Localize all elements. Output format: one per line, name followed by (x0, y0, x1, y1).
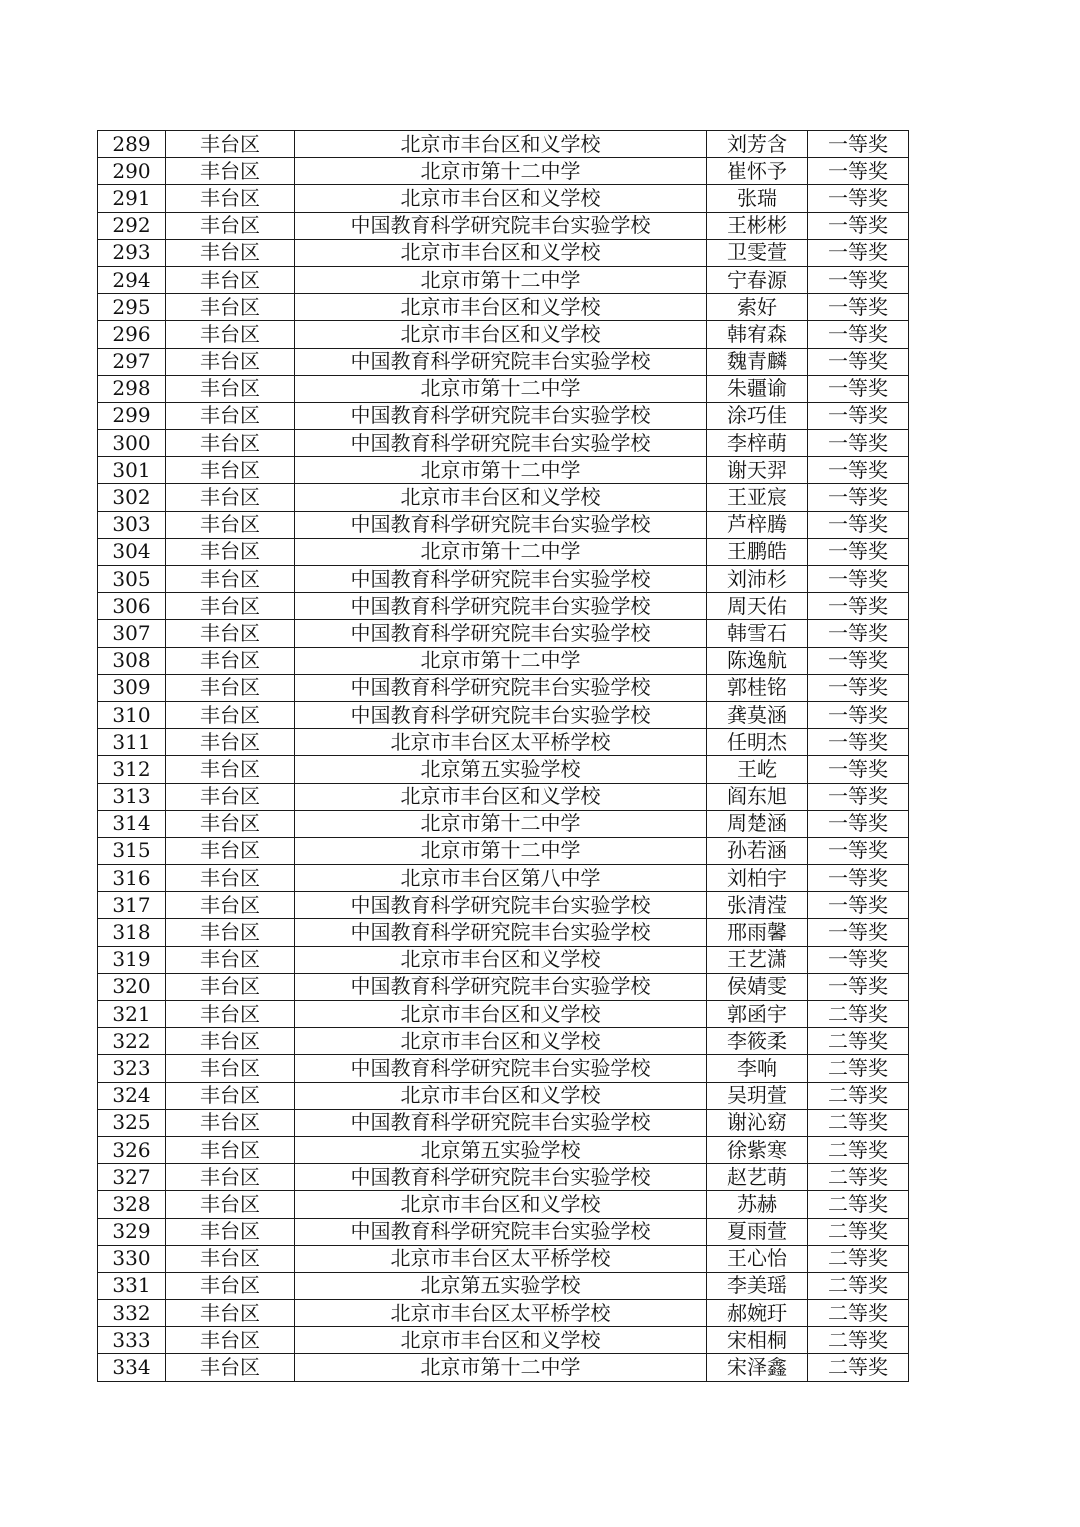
award-level-cell: 一等奖 (808, 892, 909, 919)
table-row (98, 1001, 909, 1028)
student-name-cell: 吴玥萱 (707, 1082, 808, 1109)
student-name-cell: 李梓萌 (707, 430, 808, 457)
row-number-cell: 289 (98, 131, 166, 158)
district-cell: 丰台区 (166, 538, 295, 565)
student-name-cell: 陈逸航 (707, 647, 808, 674)
school-cell: 北京市第十二中学 (295, 457, 707, 484)
district-cell: 丰台区 (166, 1354, 295, 1381)
row-number-cell: 309 (98, 674, 166, 701)
school-cell: 北京市丰台区和义学校 (295, 1327, 707, 1354)
district-cell: 丰台区 (166, 783, 295, 810)
district-cell: 丰台区 (166, 729, 295, 756)
award-level-cell: 一等奖 (808, 919, 909, 946)
district-cell: 丰台区 (166, 674, 295, 701)
school-cell: 中国教育科学研究院丰台实验学校 (295, 212, 707, 239)
student-name-cell: 索好 (707, 294, 808, 321)
award-level-cell: 二等奖 (808, 1354, 909, 1381)
award-level-cell: 二等奖 (808, 1055, 909, 1082)
table-row (98, 484, 909, 511)
school-cell: 北京市丰台区和义学校 (295, 239, 707, 266)
row-number-cell: 323 (98, 1055, 166, 1082)
district-cell: 丰台区 (166, 620, 295, 647)
district-cell: 丰台区 (166, 1082, 295, 1109)
school-cell: 北京第五实验学校 (295, 756, 707, 783)
row-number-cell: 290 (98, 158, 166, 185)
award-level-cell: 二等奖 (808, 1245, 909, 1272)
table-row (98, 892, 909, 919)
row-number-cell: 307 (98, 620, 166, 647)
table-row (98, 756, 909, 783)
district-cell: 丰台区 (166, 837, 295, 864)
row-number-cell: 328 (98, 1191, 166, 1218)
row-number-cell: 332 (98, 1300, 166, 1327)
school-cell: 中国教育科学研究院丰台实验学校 (295, 1109, 707, 1136)
row-number-cell: 303 (98, 511, 166, 538)
school-cell: 北京市丰台区和义学校 (295, 1001, 707, 1028)
school-cell: 北京市丰台区第八中学 (295, 865, 707, 892)
district-cell: 丰台区 (166, 402, 295, 429)
award-level-cell: 一等奖 (808, 810, 909, 837)
school-cell: 北京市第十二中学 (295, 837, 707, 864)
district-cell: 丰台区 (166, 131, 295, 158)
table-row (98, 1327, 909, 1354)
student-name-cell: 李筱柔 (707, 1028, 808, 1055)
award-level-cell: 一等奖 (808, 294, 909, 321)
row-number-cell: 297 (98, 348, 166, 375)
table-row (98, 1136, 909, 1163)
district-cell: 丰台区 (166, 973, 295, 1000)
school-cell: 北京市第十二中学 (295, 538, 707, 565)
table-row (98, 266, 909, 293)
row-number-cell: 313 (98, 783, 166, 810)
student-name-cell: 邢雨馨 (707, 919, 808, 946)
row-number-cell: 299 (98, 402, 166, 429)
row-number-cell: 301 (98, 457, 166, 484)
district-cell: 丰台区 (166, 484, 295, 511)
row-number-cell: 312 (98, 756, 166, 783)
table-row (98, 620, 909, 647)
table-row (98, 973, 909, 1000)
award-level-cell: 二等奖 (808, 1300, 909, 1327)
award-level-cell: 二等奖 (808, 1272, 909, 1299)
school-cell: 中国教育科学研究院丰台实验学校 (295, 1055, 707, 1082)
student-name-cell: 朱疆谕 (707, 375, 808, 402)
award-level-cell: 一等奖 (808, 185, 909, 212)
district-cell: 丰台区 (166, 1109, 295, 1136)
table-row (98, 1191, 909, 1218)
table-row (98, 810, 909, 837)
district-cell: 丰台区 (166, 566, 295, 593)
district-cell: 丰台区 (166, 865, 295, 892)
row-number-cell: 306 (98, 593, 166, 620)
student-name-cell: 张清滢 (707, 892, 808, 919)
table-row (98, 566, 909, 593)
table-row (98, 593, 909, 620)
row-number-cell: 322 (98, 1028, 166, 1055)
table-row (98, 837, 909, 864)
student-name-cell: 周天佑 (707, 593, 808, 620)
district-cell: 丰台区 (166, 647, 295, 674)
table-row (98, 674, 909, 701)
table-row (98, 1028, 909, 1055)
row-number-cell: 327 (98, 1164, 166, 1191)
award-level-cell: 一等奖 (808, 674, 909, 701)
school-cell: 中国教育科学研究院丰台实验学校 (295, 593, 707, 620)
award-level-cell: 一等奖 (808, 511, 909, 538)
student-name-cell: 侯婧雯 (707, 973, 808, 1000)
school-cell: 中国教育科学研究院丰台实验学校 (295, 1218, 707, 1245)
award-table (97, 130, 909, 1382)
award-level-cell: 一等奖 (808, 865, 909, 892)
school-cell: 中国教育科学研究院丰台实验学校 (295, 566, 707, 593)
district-cell: 丰台区 (166, 1218, 295, 1245)
award-level-cell: 一等奖 (808, 402, 909, 429)
table-row (98, 511, 909, 538)
student-name-cell: 魏青麟 (707, 348, 808, 375)
row-number-cell: 319 (98, 946, 166, 973)
award-level-cell: 一等奖 (808, 701, 909, 728)
award-level-cell: 二等奖 (808, 1082, 909, 1109)
district-cell: 丰台区 (166, 756, 295, 783)
table-row (98, 348, 909, 375)
table-row (98, 1109, 909, 1136)
table-row (98, 538, 909, 565)
school-cell: 北京市第十二中学 (295, 647, 707, 674)
table-row (98, 946, 909, 973)
table-row (98, 131, 909, 158)
district-cell: 丰台区 (166, 1327, 295, 1354)
row-number-cell: 314 (98, 810, 166, 837)
row-number-cell: 308 (98, 647, 166, 674)
school-cell: 中国教育科学研究院丰台实验学校 (295, 511, 707, 538)
table-row (98, 1354, 909, 1381)
school-cell: 北京市丰台区和义学校 (295, 783, 707, 810)
school-cell: 北京第五实验学校 (295, 1272, 707, 1299)
award-level-cell: 一等奖 (808, 837, 909, 864)
award-level-cell: 二等奖 (808, 1218, 909, 1245)
school-cell: 中国教育科学研究院丰台实验学校 (295, 1164, 707, 1191)
row-number-cell: 326 (98, 1136, 166, 1163)
student-name-cell: 韩雪石 (707, 620, 808, 647)
district-cell: 丰台区 (166, 892, 295, 919)
row-number-cell: 318 (98, 919, 166, 946)
school-cell: 中国教育科学研究院丰台实验学校 (295, 402, 707, 429)
row-number-cell: 311 (98, 729, 166, 756)
school-cell: 北京市丰台区太平桥学校 (295, 1245, 707, 1272)
student-name-cell: 韩宥森 (707, 321, 808, 348)
school-cell: 北京市丰台区太平桥学校 (295, 1300, 707, 1327)
school-cell: 北京市丰台区和义学校 (295, 294, 707, 321)
table-row (98, 158, 909, 185)
district-cell: 丰台区 (166, 701, 295, 728)
school-cell: 北京市第十二中学 (295, 266, 707, 293)
student-name-cell: 阎东旭 (707, 783, 808, 810)
award-level-cell: 一等奖 (808, 131, 909, 158)
award-level-cell: 二等奖 (808, 1109, 909, 1136)
award-level-cell: 一等奖 (808, 593, 909, 620)
student-name-cell: 刘柏宇 (707, 865, 808, 892)
table-row (98, 1164, 909, 1191)
student-name-cell: 李响 (707, 1055, 808, 1082)
award-level-cell: 二等奖 (808, 1001, 909, 1028)
district-cell: 丰台区 (166, 810, 295, 837)
row-number-cell: 330 (98, 1245, 166, 1272)
district-cell: 丰台区 (166, 1055, 295, 1082)
school-cell: 北京市第十二中学 (295, 375, 707, 402)
award-level-cell: 一等奖 (808, 756, 909, 783)
row-number-cell: 320 (98, 973, 166, 1000)
table-row (98, 1082, 909, 1109)
table-row (98, 457, 909, 484)
table-row (98, 185, 909, 212)
district-cell: 丰台区 (166, 593, 295, 620)
district-cell: 丰台区 (166, 1191, 295, 1218)
school-cell: 中国教育科学研究院丰台实验学校 (295, 620, 707, 647)
row-number-cell: 292 (98, 212, 166, 239)
award-level-cell: 二等奖 (808, 1327, 909, 1354)
table-row (98, 1055, 909, 1082)
district-cell: 丰台区 (166, 266, 295, 293)
student-name-cell: 王心怡 (707, 1245, 808, 1272)
student-name-cell: 郝婉玗 (707, 1300, 808, 1327)
school-cell: 北京市丰台区和义学校 (295, 1082, 707, 1109)
student-name-cell: 夏雨萱 (707, 1218, 808, 1245)
table-row (98, 1218, 909, 1245)
district-cell: 丰台区 (166, 375, 295, 402)
school-cell: 北京第五实验学校 (295, 1136, 707, 1163)
student-name-cell: 刘芳含 (707, 131, 808, 158)
school-cell: 北京市第十二中学 (295, 158, 707, 185)
row-number-cell: 333 (98, 1327, 166, 1354)
row-number-cell: 315 (98, 837, 166, 864)
school-cell: 中国教育科学研究院丰台实验学校 (295, 701, 707, 728)
district-cell: 丰台区 (166, 348, 295, 375)
row-number-cell: 331 (98, 1272, 166, 1299)
award-level-cell: 一等奖 (808, 973, 909, 1000)
student-name-cell: 宋相桐 (707, 1327, 808, 1354)
award-level-cell: 一等奖 (808, 375, 909, 402)
table-row (98, 430, 909, 457)
student-name-cell: 徐紫寒 (707, 1136, 808, 1163)
student-name-cell: 王彬彬 (707, 212, 808, 239)
table-row (98, 375, 909, 402)
award-level-cell: 一等奖 (808, 430, 909, 457)
row-number-cell: 334 (98, 1354, 166, 1381)
district-cell: 丰台区 (166, 185, 295, 212)
school-cell: 北京市丰台区和义学校 (295, 131, 707, 158)
student-name-cell: 宁春源 (707, 266, 808, 293)
school-cell: 北京市丰台区太平桥学校 (295, 729, 707, 756)
school-cell: 中国教育科学研究院丰台实验学校 (295, 430, 707, 457)
table-row (98, 919, 909, 946)
school-cell: 中国教育科学研究院丰台实验学校 (295, 892, 707, 919)
student-name-cell: 刘沛杉 (707, 566, 808, 593)
school-cell: 中国教育科学研究院丰台实验学校 (295, 973, 707, 1000)
school-cell: 中国教育科学研究院丰台实验学校 (295, 348, 707, 375)
student-name-cell: 赵艺萌 (707, 1164, 808, 1191)
table-row (98, 701, 909, 728)
district-cell: 丰台区 (166, 239, 295, 266)
student-name-cell: 郭函宇 (707, 1001, 808, 1028)
student-name-cell: 卫雯萱 (707, 239, 808, 266)
student-name-cell: 李美瑶 (707, 1272, 808, 1299)
district-cell: 丰台区 (166, 919, 295, 946)
row-number-cell: 293 (98, 239, 166, 266)
award-level-cell: 一等奖 (808, 946, 909, 973)
table-row (98, 865, 909, 892)
table-row (98, 1245, 909, 1272)
row-number-cell: 302 (98, 484, 166, 511)
student-name-cell: 谢沁窈 (707, 1109, 808, 1136)
student-name-cell: 苏赫 (707, 1191, 808, 1218)
award-level-cell: 一等奖 (808, 729, 909, 756)
table-row (98, 321, 909, 348)
school-cell: 北京市丰台区和义学校 (295, 484, 707, 511)
award-level-cell: 一等奖 (808, 538, 909, 565)
award-level-cell: 二等奖 (808, 1164, 909, 1191)
school-cell: 北京市丰台区和义学校 (295, 1028, 707, 1055)
district-cell: 丰台区 (166, 1245, 295, 1272)
school-cell: 北京市第十二中学 (295, 1354, 707, 1381)
student-name-cell: 谢天羿 (707, 457, 808, 484)
row-number-cell: 305 (98, 566, 166, 593)
district-cell: 丰台区 (166, 1164, 295, 1191)
school-cell: 北京市第十二中学 (295, 810, 707, 837)
table-row (98, 1300, 909, 1327)
award-level-cell: 一等奖 (808, 566, 909, 593)
student-name-cell: 周楚涵 (707, 810, 808, 837)
district-cell: 丰台区 (166, 1136, 295, 1163)
student-name-cell: 王艺潇 (707, 946, 808, 973)
row-number-cell: 317 (98, 892, 166, 919)
award-level-cell: 一等奖 (808, 266, 909, 293)
row-number-cell: 300 (98, 430, 166, 457)
district-cell: 丰台区 (166, 430, 295, 457)
award-level-cell: 二等奖 (808, 1028, 909, 1055)
student-name-cell: 王亚宸 (707, 484, 808, 511)
row-number-cell: 321 (98, 1001, 166, 1028)
district-cell: 丰台区 (166, 321, 295, 348)
row-number-cell: 324 (98, 1082, 166, 1109)
award-level-cell: 一等奖 (808, 783, 909, 810)
district-cell: 丰台区 (166, 1001, 295, 1028)
row-number-cell: 325 (98, 1109, 166, 1136)
student-name-cell: 王鹏皓 (707, 538, 808, 565)
award-list-page (97, 130, 908, 1382)
table-row (98, 212, 909, 239)
row-number-cell: 329 (98, 1218, 166, 1245)
row-number-cell: 295 (98, 294, 166, 321)
table-row (98, 783, 909, 810)
student-name-cell: 王屹 (707, 756, 808, 783)
table-row (98, 647, 909, 674)
district-cell: 丰台区 (166, 294, 295, 321)
award-level-cell: 二等奖 (808, 1191, 909, 1218)
row-number-cell: 310 (98, 701, 166, 728)
row-number-cell: 304 (98, 538, 166, 565)
district-cell: 丰台区 (166, 946, 295, 973)
award-level-cell: 一等奖 (808, 620, 909, 647)
student-name-cell: 芦梓腾 (707, 511, 808, 538)
table-row (98, 239, 909, 266)
district-cell: 丰台区 (166, 1272, 295, 1299)
student-name-cell: 涂巧佳 (707, 402, 808, 429)
award-table-body (98, 131, 909, 1382)
award-level-cell: 一等奖 (808, 457, 909, 484)
district-cell: 丰台区 (166, 212, 295, 239)
school-cell: 中国教育科学研究院丰台实验学校 (295, 919, 707, 946)
row-number-cell: 298 (98, 375, 166, 402)
district-cell: 丰台区 (166, 1300, 295, 1327)
row-number-cell: 296 (98, 321, 166, 348)
table-row (98, 402, 909, 429)
table-row (98, 294, 909, 321)
award-level-cell: 一等奖 (808, 158, 909, 185)
student-name-cell: 郭桂铭 (707, 674, 808, 701)
student-name-cell: 宋泽鑫 (707, 1354, 808, 1381)
row-number-cell: 294 (98, 266, 166, 293)
award-level-cell: 二等奖 (808, 1136, 909, 1163)
table-row (98, 1272, 909, 1299)
school-cell: 北京市丰台区和义学校 (295, 185, 707, 212)
row-number-cell: 316 (98, 865, 166, 892)
school-cell: 北京市丰台区和义学校 (295, 1191, 707, 1218)
school-cell: 北京市丰台区和义学校 (295, 321, 707, 348)
district-cell: 丰台区 (166, 158, 295, 185)
student-name-cell: 孙若涵 (707, 837, 808, 864)
award-level-cell: 一等奖 (808, 348, 909, 375)
student-name-cell: 任明杰 (707, 729, 808, 756)
award-level-cell: 一等奖 (808, 321, 909, 348)
award-level-cell: 一等奖 (808, 484, 909, 511)
table-row (98, 729, 909, 756)
student-name-cell: 张瑞 (707, 185, 808, 212)
school-cell: 中国教育科学研究院丰台实验学校 (295, 674, 707, 701)
school-cell: 北京市丰台区和义学校 (295, 946, 707, 973)
row-number-cell: 291 (98, 185, 166, 212)
award-level-cell: 一等奖 (808, 212, 909, 239)
district-cell: 丰台区 (166, 1028, 295, 1055)
award-level-cell: 一等奖 (808, 647, 909, 674)
award-level-cell: 一等奖 (808, 239, 909, 266)
district-cell: 丰台区 (166, 457, 295, 484)
district-cell: 丰台区 (166, 511, 295, 538)
student-name-cell: 龚莫涵 (707, 701, 808, 728)
student-name-cell: 崔怀予 (707, 158, 808, 185)
